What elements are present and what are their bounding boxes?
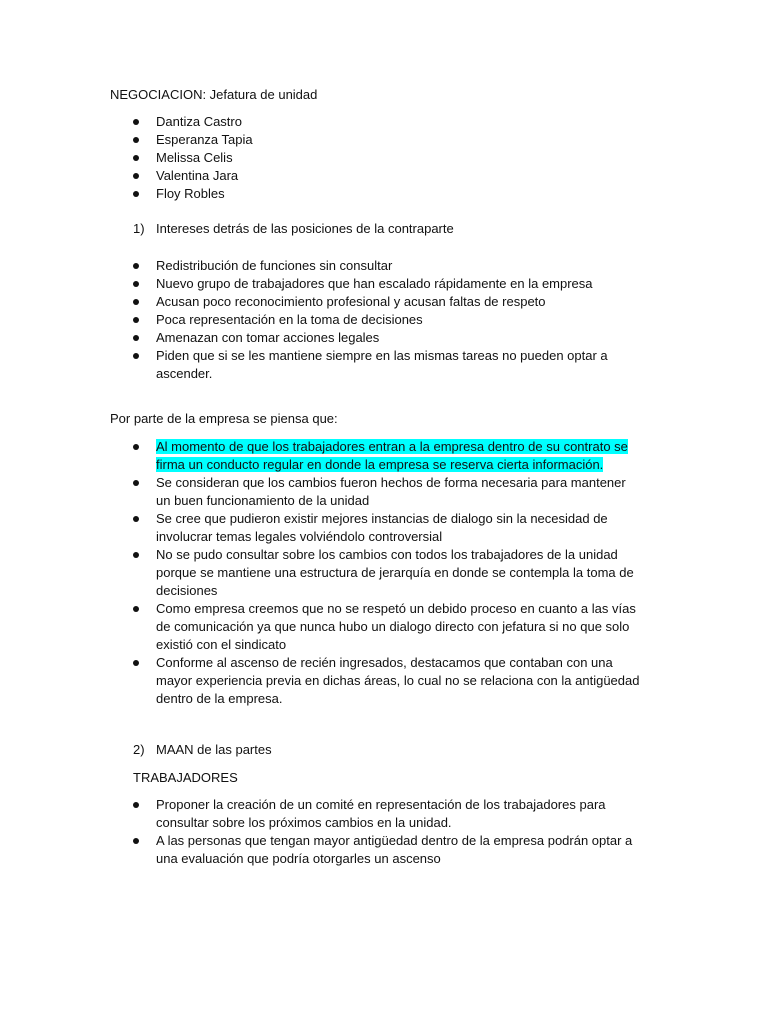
company-list (110, 438, 642, 708)
list-item: Se consideran que los cambios fueron hechos de forma necesaria para mantener un buen funcionamiento de la unidad (110, 474, 642, 510)
list-item: A las personas que tengan mayor antigüedad dentro de la empresa podrán optar a una evaluación que podría otorgarles un ascenso (110, 832, 642, 868)
company-heading: Por parte de la empresa se piensa que: (110, 411, 338, 426)
list-item: No se pudo consultar sobre los cambios con todos los trabajadores de la unidad porque se mantiene una estructura de jerarquía en donde se contempla la toma de decisiones (110, 546, 642, 600)
section-title: Intereses detrás de las posiciones de la contraparte (156, 221, 454, 236)
list-item: Proponer la creación de un comité en representación de los trabajadores para consultar sobre los próximos cambios en la unidad. (110, 796, 642, 832)
list-item: Como empresa creemos que no se respetó un debido proceso en cuanto a las vías de comunicación ya que nunca hubo un dialogo directo con jefatura si no que solo existió con el sindicato (110, 600, 642, 654)
highlighted-text: Al momento de que los trabajadores entran a la empresa dentro de su contrato se firma un conducto regular en donde la empresa se reserva cierta información. (156, 439, 628, 472)
list-item: Redistribución de funciones sin consultar (110, 257, 670, 275)
list-item: Poca representación en la toma de decisiones (110, 311, 670, 329)
list-item: Acusan poco reconocimiento profesional y acusan faltas de respeto (110, 293, 670, 311)
list-item: Amenazan con tomar acciones legales (110, 329, 670, 347)
section-title: MAAN de las partes (156, 742, 272, 757)
list-item: Valentina Jara (110, 167, 670, 185)
workers-subheading: TRABAJADORES (133, 770, 238, 785)
list-item: Melissa Celis (110, 149, 670, 167)
section-number: 2) (133, 742, 145, 757)
members-list (110, 113, 670, 203)
list-item (110, 438, 642, 474)
list-item: Piden que si se les mantiene siempre en las mismas tareas no pueden optar a ascender. (110, 347, 616, 383)
list-item: Nuevo grupo de trabajadores que han escalado rápidamente en la empresa (110, 275, 670, 293)
list-item: Conforme al ascenso de recién ingresados, destacamos que contaban con una mayor experiencia previa en dichas áreas, lo cual no se relaciona con la antigüedad dentro de la empresa. (110, 654, 642, 708)
list-item: Dantiza Castro (110, 113, 670, 131)
list-item: Floy Robles (110, 185, 670, 203)
list-item: Se cree que pudieron existir mejores instancias de dialogo sin la necesidad de involucrar temas legales volviéndolo controversial (110, 510, 642, 546)
interests-list (110, 257, 670, 383)
list-item: Esperanza Tapia (110, 131, 670, 149)
workers-batna-list (110, 796, 642, 868)
document-title: NEGOCIACION: Jefatura de unidad (110, 87, 318, 102)
section-number: 1) (133, 221, 145, 236)
